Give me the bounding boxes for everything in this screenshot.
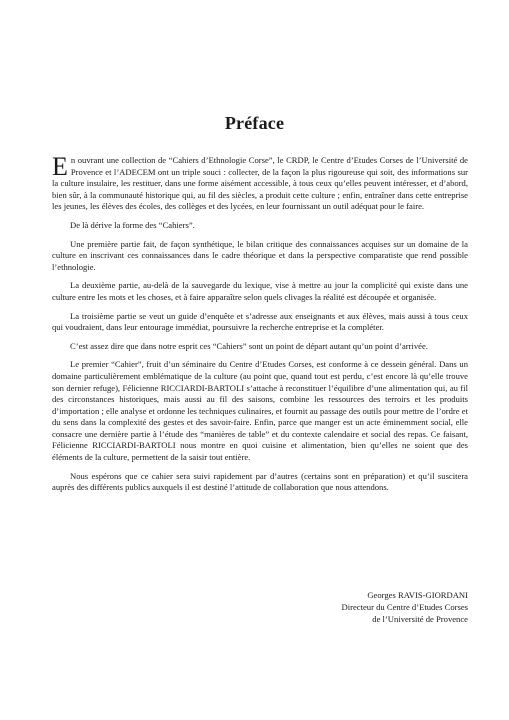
paragraph-6: C’est assez dire que dans notre esprit ces “Cahiers” sont un point de départ autant qu’un point d’arrivée. bbox=[70, 340, 428, 351]
signature-title-line-2: de l’Université de Provence bbox=[372, 613, 468, 624]
paragraph-4: La deuxième partie, au-delà de la sauvegarde du lexique, vise à mettre au jour la complicité qui existe dans une culture entre les mots et les choses, et à faire apparaître selon quels clivages la réalité est découpée et organisée. bbox=[52, 280, 468, 302]
preface-body bbox=[52, 152, 468, 501]
paragraph-1-text: n ouvrant une collection de “Cahiers d’Ethnologie Corse”, le CRDP, le Centre d’Etudes Corses de l’Université de Provence et l’ADECEM ont un triple souci : collecter, de la façon la plus rigoureuse qui soit, des informations sur la culture insulaire, les restituer, dans une forme aisément accessible, à tous ceux qu’elles peuvent intéresser, et d’abord, bien sûr, à la communauté historique qui, au fil des siècles, a produit cette culture ; enfin, entraîner dans cette entreprise les jeunes, les élèves des écoles, des collèges et des lycées, en leur fournissant un outil adéquat pour le faire. bbox=[52, 155, 468, 212]
page-title: Préface bbox=[224, 113, 285, 133]
paragraph-8: Nous espérons que ce cahier sera suivi rapidement par d’autres (certains sont en préparation) et qu’il suscitera auprès des différents publics auxquels il est destiné l’attitude de collaboration que nous attendons. bbox=[52, 470, 468, 493]
signature-block bbox=[342, 590, 468, 625]
paragraph-7: Le premier “Cahier”, fruit d’un séminaire du Centre d’Etudes Corses, est conforme à ce dessein général. Dans un domaine particulièrement emblématique de la culture (au point que, quand tout est perdu, c’est encore là qu’elle trouve son dernier refuge), Félicienne RICCIARDI-BARTOLI s’attache à reconstituer l’équilibre d’une alimentation qui, au fil des circonstances historiques, mais aussi au fil des saisons, combine les ressources des terroirs et les produits d’importation ; elle analyse et ordonne les techniques culinaires, et fournit au passage des outils pour mettre de l’ordre et du sens dans la complexité des gestes et des savoir-faire. Enfin, parce que manger est un acte éminemment social, elle consacre une dernière partie à l’étude des “manières de table” et du contexte calendaire et social des repas. Ce faisant, Félicienne RICCIARDI-BARTOLI nous montre en quoi cuisine et alimentation, bien qu’elles ne soient que des éléments de la culture, permettent de la saisir tout entière. bbox=[52, 359, 468, 463]
drop-cap: E bbox=[52, 152, 68, 181]
signature-title-line-1: Directeur du Centre d’Etudes Corses bbox=[341, 601, 468, 612]
paragraph-1 bbox=[52, 152, 468, 213]
paragraph-3: Une première partie fait, de façon synthétique, le bilan critique des connaissances acquises sur un domaine de la culture en inscrivant ces connaissances dans le cadre théorique et dans la perspective comparatiste que rend possible l’ethnologie. bbox=[52, 238, 468, 272]
signature-name: Georges RAVIS-GIORDANI bbox=[367, 590, 468, 600]
paragraph-5: La troisième partie se veut un guide d’enquête et s’adresse aux enseignants et aux élèves, mais aussi à tous ceux qui voudraient, dans leur entourage immédiat, poursuivre la recherche entreprise et la compléter. bbox=[52, 310, 468, 333]
paragraph-2: De là dérive la forme des “Cahiers”. bbox=[70, 219, 195, 230]
